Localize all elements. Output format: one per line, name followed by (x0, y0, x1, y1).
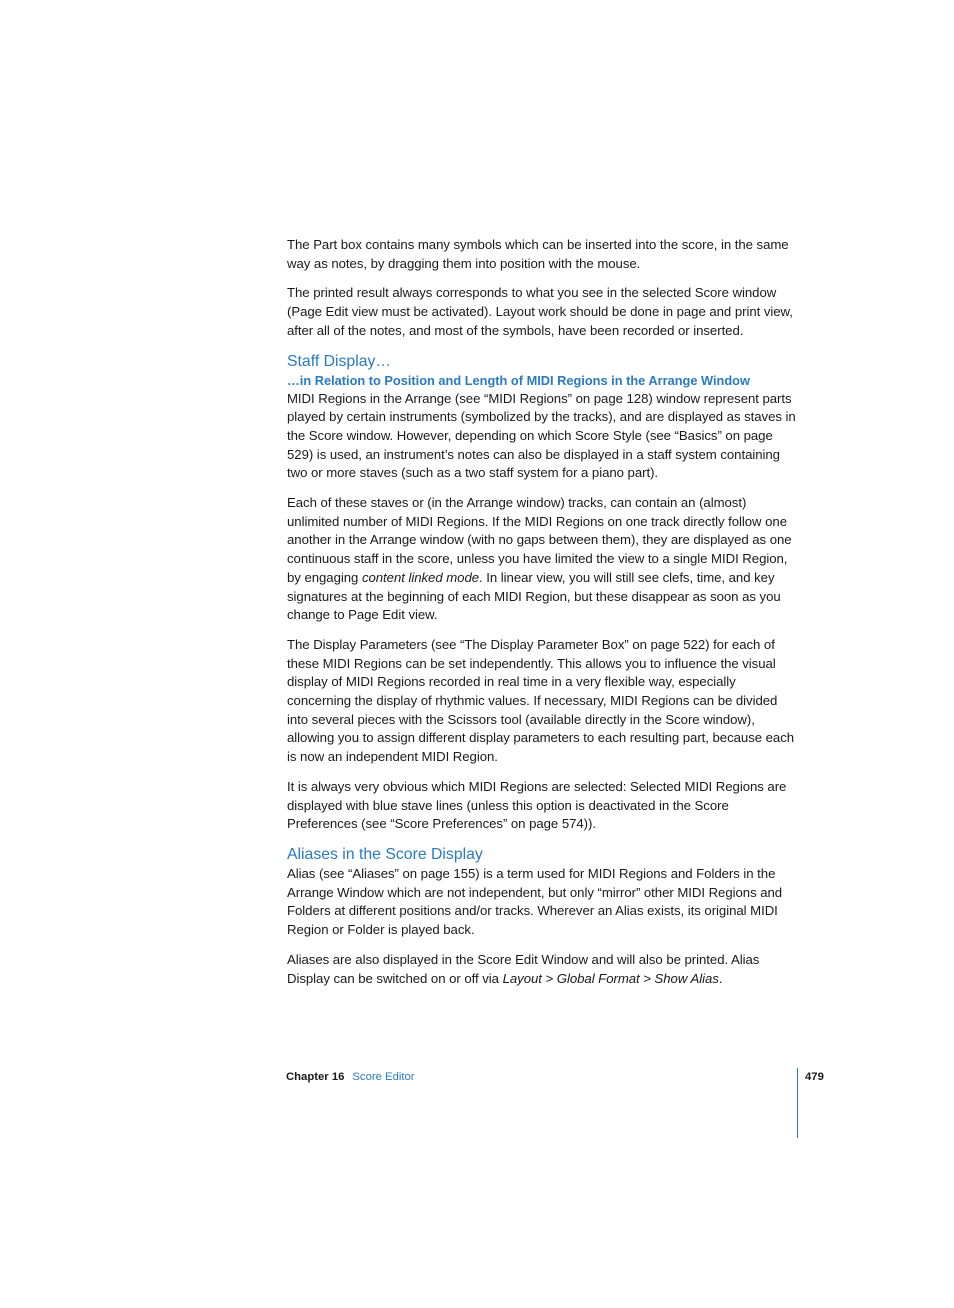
paragraph: The printed result always corresponds to what you see in the selected Score window (Page Edit view must be activated). Layout work should be done in page and print view, after all of the notes, and most of the symbols, have been recorded or inserted. (287, 285, 793, 338)
page-number: 479 (805, 1071, 824, 1083)
page-body (287, 236, 799, 988)
section-heading-staff-display: Staff Display… (287, 352, 392, 370)
paragraph-text: Each of these staves or (in the Arrange window) tracks, can contain an (almost) unlimited number of MIDI Regions. If the MIDI Regions on one track directly follow one another in the Arrange window (with no gaps between them), they are displayed as one continuous staff in the score, unless you have limited the view to a single MIDI Region, by engaging (287, 495, 792, 585)
page-footer (286, 1070, 415, 1084)
menu-path-text: Layout > Global Format > Show Alias (502, 970, 719, 986)
paragraph: The Part box contains many symbols which can be inserted into the score, in the same way as notes, by dragging them into position with the mouse. (287, 237, 789, 271)
paragraph: It is always very obvious which MIDI Regions are selected: Selected MIDI Regions are displayed with blue stave lines (unless this option is deactivated in the Score Preferences (see “Score Preferences” on page 574)). (287, 778, 787, 832)
subsection-heading-staff-display: …in Relation to Position and Length of MIDI Regions in the Arrange Window (287, 372, 750, 388)
footer-chapter: Chapter 16 (286, 1071, 345, 1083)
paragraph: MIDI Regions in the Arrange (see “MIDI Regions” on page 128) window represent parts played by certain instruments (symbolized by the tracks), and are displayed as staves in the Score window. However, depending on which Score Style (see “Basics” on page 529) is used, an instrument’s notes can also be displayed in a staff system containing two or more staves (such as a two staff system for a piano part). (287, 390, 796, 481)
paragraph: Alias (see “Aliases” on page 155) is a term used for MIDI Regions and Folders in the Arrange Window which are not independent, but only “mirror” other MIDI Regions and Folders at different positions and/or tracks. Wherever an Alias exists, its original MIDI Region or Folder is played back. (287, 865, 783, 938)
footer-section-link[interactable]: Score Editor (352, 1071, 415, 1083)
paragraph-text: . In linear view, you will still see clefs, time, and key signatures at the beginning of each MIDI Region, but these disappear as soon as you change to Page Edit view. (287, 569, 781, 623)
paragraph-text: . (718, 970, 723, 986)
paragraph (287, 951, 799, 988)
emphasis-text: content linked mode (361, 569, 480, 585)
paragraph: The Display Parameters (see “The Display Parameter Box” on page 522) for each of these MIDI Regions can be set independently. This allows you to influence the visual display of MIDI Regions recorded in real time in a very flexible way, especially concerning the display of rhythmic values. If necessary, MIDI Regions can be divided into several pieces with the Scissors tool (available directly in the Score window), allowing you to assign different display parameters to each resulting part, because each is now an independent MIDI Region. (287, 636, 795, 765)
footer-divider (797, 1068, 798, 1138)
paragraph (287, 494, 799, 625)
section-heading-aliases: Aliases in the Score Display (287, 845, 483, 863)
paragraph-text: Aliases are also displayed in the Score Edit Window and will also be printed. Alias Display can be switched on or off via (287, 951, 760, 986)
